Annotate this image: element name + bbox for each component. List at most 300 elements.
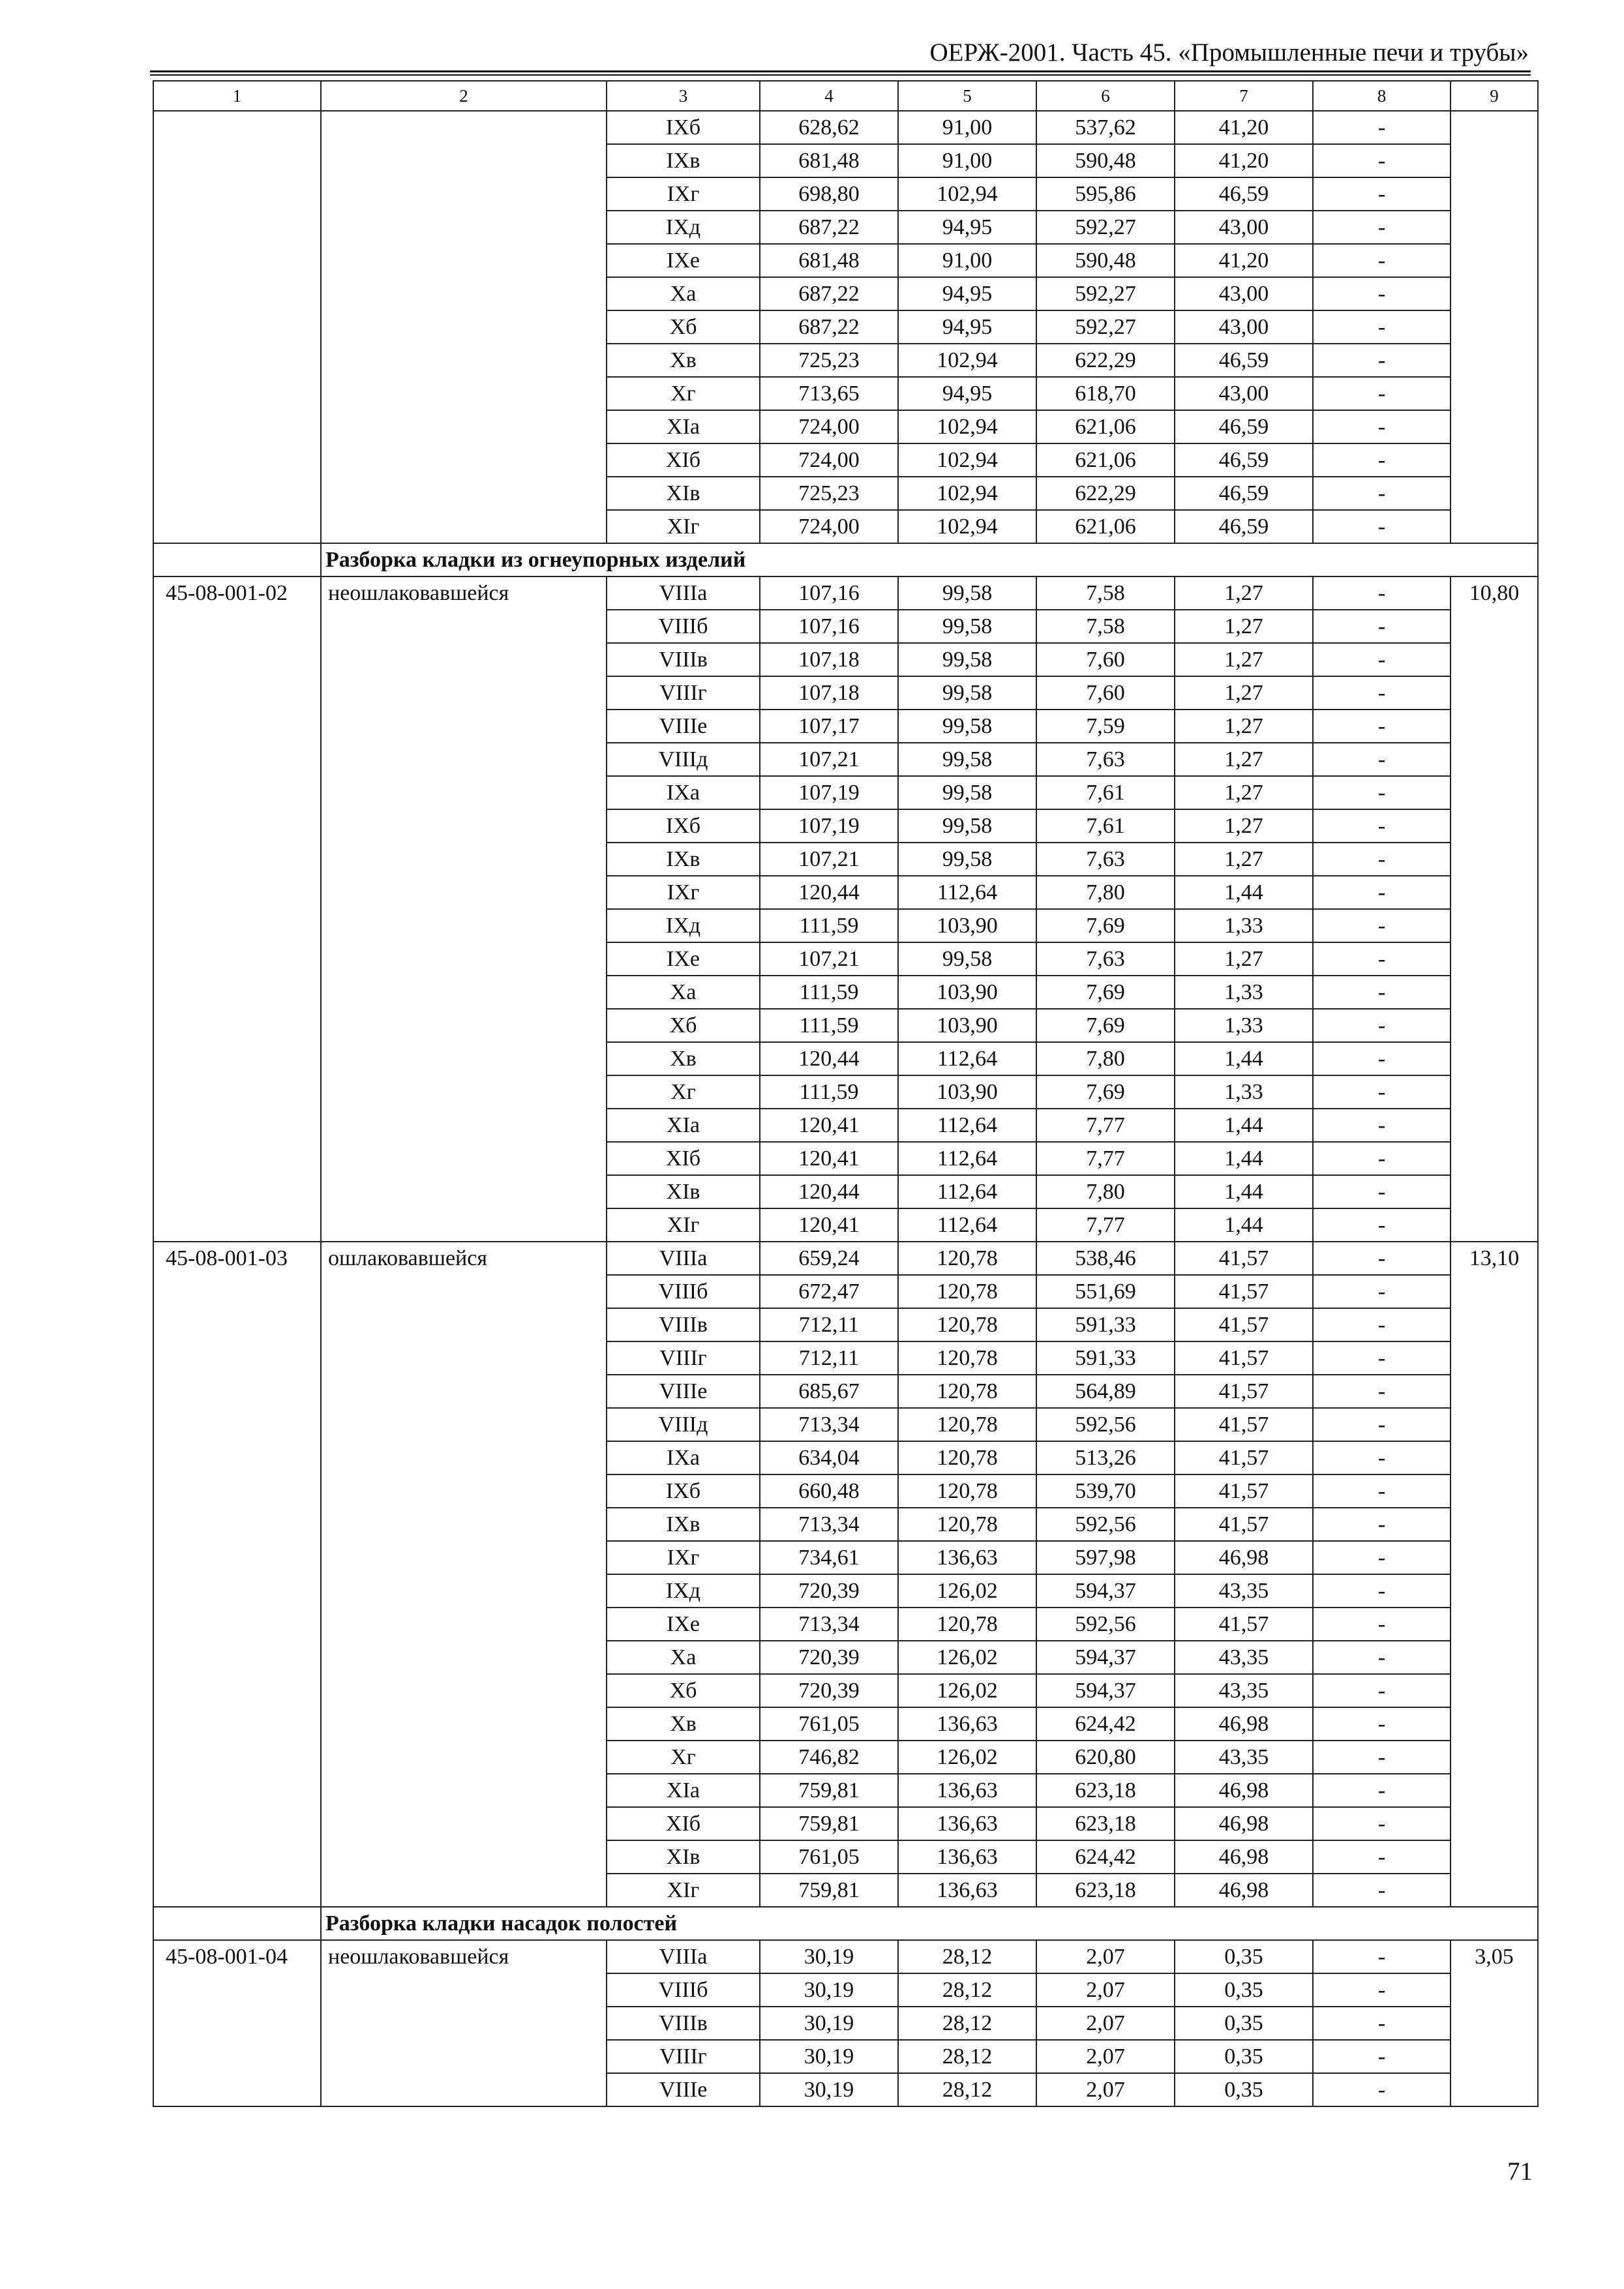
value-cell: XIв <box>607 1175 760 1208</box>
value-cell: - <box>1313 710 1451 743</box>
value-cell: 112,64 <box>898 1208 1036 1242</box>
value-cell: 43,00 <box>1175 277 1313 310</box>
value-cell: - <box>1313 1508 1451 1541</box>
value-cell: 7,69 <box>1036 976 1175 1009</box>
column-number: 9 <box>1451 81 1538 111</box>
value-cell: 660,48 <box>760 1474 898 1508</box>
value-cell: 28,12 <box>898 2073 1036 2106</box>
value-cell: 594,37 <box>1036 1574 1175 1608</box>
value-cell: 43,00 <box>1175 310 1313 344</box>
col9-cell: 13,10 <box>1451 1242 1538 1907</box>
value-cell: 7,69 <box>1036 909 1175 942</box>
value-cell: - <box>1313 1109 1451 1142</box>
value-cell: 111,59 <box>760 909 898 942</box>
section-blank-cell <box>153 1907 321 1940</box>
value-cell: 624,42 <box>1036 1707 1175 1741</box>
value-cell: 7,60 <box>1036 643 1175 676</box>
value-cell: 111,59 <box>760 1009 898 1042</box>
value-cell: XIг <box>607 1874 760 1907</box>
value-cell: 1,27 <box>1175 843 1313 876</box>
value-cell: 621,06 <box>1036 443 1175 477</box>
value-cell: 698,80 <box>760 177 898 211</box>
value-cell: - <box>1313 1175 1451 1208</box>
value-cell: 46,98 <box>1175 1774 1313 1807</box>
column-number: 1 <box>153 81 321 111</box>
value-cell: 7,80 <box>1036 1175 1175 1208</box>
value-cell: 7,77 <box>1036 1208 1175 1242</box>
value-cell: - <box>1313 1474 1451 1508</box>
value-cell: 120,44 <box>760 1175 898 1208</box>
value-cell: - <box>1313 111 1451 144</box>
value-cell: Xа <box>607 277 760 310</box>
value-cell: 28,12 <box>898 2040 1036 2073</box>
section-row <box>153 543 1538 576</box>
value-cell: 107,21 <box>760 843 898 876</box>
column-number: 3 <box>607 81 760 111</box>
value-cell: 539,70 <box>1036 1474 1175 1508</box>
value-cell: 620,80 <box>1036 1741 1175 1774</box>
value-cell: 99,58 <box>898 576 1036 610</box>
section-title: Разборка кладки из огнеупорных изделий <box>321 543 1538 576</box>
value-cell: 41,20 <box>1175 244 1313 277</box>
value-cell: - <box>1313 244 1451 277</box>
value-cell: Xб <box>607 310 760 344</box>
value-cell: - <box>1313 211 1451 244</box>
table-row <box>153 111 1538 144</box>
column-numbers-row <box>153 81 1538 111</box>
value-cell: Xг <box>607 377 760 410</box>
value-cell: 623,18 <box>1036 1807 1175 1840</box>
value-cell: 713,65 <box>760 377 898 410</box>
value-cell: 30,19 <box>760 1940 898 1973</box>
value-cell: 136,63 <box>898 1541 1036 1574</box>
value-cell: - <box>1313 1741 1451 1774</box>
value-cell: 112,64 <box>898 876 1036 909</box>
value-cell: 41,20 <box>1175 144 1313 177</box>
value-cell: - <box>1313 1674 1451 1707</box>
value-cell: - <box>1313 1707 1451 1741</box>
value-cell: 595,86 <box>1036 177 1175 211</box>
value-cell: 41,57 <box>1175 1408 1313 1441</box>
value-cell: - <box>1313 1641 1451 1674</box>
value-cell: 725,23 <box>760 477 898 510</box>
value-cell: VIIIа <box>607 1940 760 1973</box>
value-cell: Xв <box>607 1042 760 1075</box>
code-cell: 45-08-001-04 <box>153 1940 321 2106</box>
value-cell: 597,98 <box>1036 1541 1175 1574</box>
value-cell: 41,57 <box>1175 1375 1313 1408</box>
value-cell: 1,44 <box>1175 876 1313 909</box>
table-row <box>153 576 1538 610</box>
value-cell: IXе <box>607 942 760 976</box>
value-cell: 1,27 <box>1175 743 1313 776</box>
value-cell: 2,07 <box>1036 1973 1175 2007</box>
value-cell: 1,33 <box>1175 909 1313 942</box>
value-cell: - <box>1313 1242 1451 1275</box>
value-cell: - <box>1313 776 1451 809</box>
value-cell: XIа <box>607 1109 760 1142</box>
value-cell: XIа <box>607 410 760 443</box>
value-cell: 0,35 <box>1175 1940 1313 1973</box>
value-cell: 46,59 <box>1175 410 1313 443</box>
value-cell: 103,90 <box>898 909 1036 942</box>
value-cell: 7,61 <box>1036 809 1175 843</box>
value-cell: 623,18 <box>1036 1774 1175 1807</box>
value-cell: 1,27 <box>1175 676 1313 710</box>
value-cell: 120,78 <box>898 1441 1036 1474</box>
value-cell: 1,27 <box>1175 710 1313 743</box>
value-cell: - <box>1313 909 1451 942</box>
value-cell: 713,34 <box>760 1608 898 1641</box>
value-cell: VIIIв <box>607 643 760 676</box>
value-cell: - <box>1313 1142 1451 1175</box>
value-cell: - <box>1313 1308 1451 1341</box>
name-cell: неошлаковавшейся <box>321 576 607 1242</box>
page-number: 71 <box>1507 2157 1533 2185</box>
value-cell: 120,78 <box>898 1375 1036 1408</box>
value-cell: 126,02 <box>898 1674 1036 1707</box>
value-cell: 1,27 <box>1175 610 1313 643</box>
value-cell: 592,56 <box>1036 1408 1175 1441</box>
value-cell: 1,44 <box>1175 1109 1313 1142</box>
value-cell: 2,07 <box>1036 2040 1175 2073</box>
value-cell: 724,00 <box>760 510 898 543</box>
column-number: 7 <box>1175 81 1313 111</box>
value-cell: 91,00 <box>898 144 1036 177</box>
value-cell: 46,59 <box>1175 177 1313 211</box>
value-cell: 7,58 <box>1036 610 1175 643</box>
value-cell: VIIIг <box>607 676 760 710</box>
value-cell: 1,27 <box>1175 576 1313 610</box>
value-cell: 30,19 <box>760 2040 898 2073</box>
value-cell: IXе <box>607 1608 760 1641</box>
value-cell: - <box>1313 1874 1451 1907</box>
value-cell: 112,64 <box>898 1109 1036 1142</box>
value-cell: 624,42 <box>1036 1840 1175 1874</box>
value-cell: 1,44 <box>1175 1208 1313 1242</box>
value-cell: 734,61 <box>760 1541 898 1574</box>
section-blank-cell <box>153 543 321 576</box>
value-cell: XIб <box>607 1142 760 1175</box>
value-cell: 7,80 <box>1036 876 1175 909</box>
value-cell: 102,94 <box>898 443 1036 477</box>
value-cell: 126,02 <box>898 1641 1036 1674</box>
value-cell: 7,63 <box>1036 743 1175 776</box>
value-cell: 41,57 <box>1175 1508 1313 1541</box>
value-cell: 41,57 <box>1175 1341 1313 1375</box>
value-cell: 592,27 <box>1036 277 1175 310</box>
value-cell: 107,17 <box>760 710 898 743</box>
value-cell: 7,80 <box>1036 1042 1175 1075</box>
value-cell: 592,56 <box>1036 1508 1175 1541</box>
value-cell: 591,33 <box>1036 1341 1175 1375</box>
value-cell: 28,12 <box>898 2007 1036 2040</box>
value-cell: 0,35 <box>1175 2040 1313 2073</box>
value-cell: IXв <box>607 144 760 177</box>
value-cell: 685,67 <box>760 1375 898 1408</box>
value-cell: 7,77 <box>1036 1109 1175 1142</box>
value-cell: 590,48 <box>1036 144 1175 177</box>
code-cell: 45-08-001-03 <box>153 1242 321 1907</box>
value-cell: 107,18 <box>760 676 898 710</box>
name-cell <box>321 111 607 543</box>
value-cell: 712,11 <box>760 1308 898 1341</box>
value-cell: - <box>1313 510 1451 543</box>
col9-cell: 10,80 <box>1451 576 1538 1242</box>
value-cell: 720,39 <box>760 1574 898 1608</box>
value-cell: 107,18 <box>760 643 898 676</box>
value-cell: 99,58 <box>898 676 1036 710</box>
value-cell: 30,19 <box>760 1973 898 2007</box>
value-cell: 43,35 <box>1175 1674 1313 1707</box>
value-cell: 623,18 <box>1036 1874 1175 1907</box>
value-cell: - <box>1313 1375 1451 1408</box>
value-cell: 761,05 <box>760 1840 898 1874</box>
value-cell: 120,78 <box>898 1242 1036 1275</box>
value-cell: 94,95 <box>898 211 1036 244</box>
value-cell: - <box>1313 310 1451 344</box>
value-cell: 7,63 <box>1036 942 1175 976</box>
value-cell: - <box>1313 1042 1451 1075</box>
value-cell: 107,19 <box>760 809 898 843</box>
value-cell: 99,58 <box>898 743 1036 776</box>
value-cell: 1,44 <box>1175 1142 1313 1175</box>
value-cell: XIг <box>607 510 760 543</box>
value-cell: 102,94 <box>898 510 1036 543</box>
value-cell: VIIIе <box>607 2073 760 2106</box>
value-cell: 136,63 <box>898 1840 1036 1874</box>
value-cell: 94,95 <box>898 310 1036 344</box>
value-cell: 7,63 <box>1036 843 1175 876</box>
value-cell: VIIIв <box>607 2007 760 2040</box>
value-cell: VIIIб <box>607 1973 760 2007</box>
value-cell: 99,58 <box>898 843 1036 876</box>
value-cell: Xг <box>607 1741 760 1774</box>
value-cell: 1,27 <box>1175 643 1313 676</box>
value-cell: 538,46 <box>1036 1242 1175 1275</box>
value-cell: 628,62 <box>760 111 898 144</box>
value-cell: Xа <box>607 1641 760 1674</box>
value-cell: - <box>1313 144 1451 177</box>
value-cell: 30,19 <box>760 2007 898 2040</box>
col9-cell <box>1451 111 1538 543</box>
value-cell: 720,39 <box>760 1641 898 1674</box>
value-cell: 7,61 <box>1036 776 1175 809</box>
value-cell: 103,90 <box>898 976 1036 1009</box>
value-cell: 672,47 <box>760 1275 898 1308</box>
value-cell: - <box>1313 843 1451 876</box>
value-cell: 592,27 <box>1036 310 1175 344</box>
value-cell: - <box>1313 643 1451 676</box>
value-cell: 126,02 <box>898 1741 1036 1774</box>
page-header: ОЕРЖ-2001. Часть 45. «Промышленные печи и трубы» <box>929 38 1529 67</box>
value-cell: 594,37 <box>1036 1674 1175 1707</box>
value-cell: Xб <box>607 1009 760 1042</box>
value-cell: XIа <box>607 1774 760 1807</box>
value-cell: 99,58 <box>898 610 1036 643</box>
value-cell: 46,98 <box>1175 1874 1313 1907</box>
table-row <box>153 1242 1538 1275</box>
value-cell: IXг <box>607 1541 760 1574</box>
value-cell: - <box>1313 410 1451 443</box>
value-cell: XIв <box>607 1840 760 1874</box>
value-cell: VIIIе <box>607 710 760 743</box>
value-cell: - <box>1313 477 1451 510</box>
value-cell: IXб <box>607 1474 760 1508</box>
value-cell: 7,69 <box>1036 1075 1175 1109</box>
value-cell: 724,00 <box>760 410 898 443</box>
value-cell: 7,60 <box>1036 676 1175 710</box>
value-cell: 107,16 <box>760 610 898 643</box>
value-cell: 1,44 <box>1175 1042 1313 1075</box>
value-cell: - <box>1313 1973 1451 2007</box>
value-cell: 120,41 <box>760 1109 898 1142</box>
rates-table <box>153 80 1539 2107</box>
value-cell: 99,58 <box>898 809 1036 843</box>
value-cell: 120,78 <box>898 1275 1036 1308</box>
value-cell: 112,64 <box>898 1042 1036 1075</box>
value-cell: 102,94 <box>898 177 1036 211</box>
value-cell: 1,27 <box>1175 942 1313 976</box>
value-cell: 592,56 <box>1036 1608 1175 1641</box>
value-cell: 681,48 <box>760 144 898 177</box>
value-cell: VIIIв <box>607 1308 760 1341</box>
value-cell: - <box>1313 942 1451 976</box>
value-cell: 0,35 <box>1175 1973 1313 2007</box>
value-cell: 0,35 <box>1175 2073 1313 2106</box>
value-cell: 1,33 <box>1175 976 1313 1009</box>
value-cell: XIб <box>607 1807 760 1840</box>
value-cell: 7,69 <box>1036 1009 1175 1042</box>
value-cell: 759,81 <box>760 1807 898 1840</box>
value-cell: XIб <box>607 443 760 477</box>
value-cell: 746,82 <box>760 1741 898 1774</box>
value-cell: 659,24 <box>760 1242 898 1275</box>
value-cell: - <box>1313 2040 1451 2073</box>
value-cell: 720,39 <box>760 1674 898 1707</box>
value-cell: - <box>1313 1940 1451 1973</box>
value-cell: 634,04 <box>760 1441 898 1474</box>
value-cell: 112,64 <box>898 1142 1036 1175</box>
value-cell: 28,12 <box>898 1973 1036 2007</box>
value-cell: 1,33 <box>1175 1075 1313 1109</box>
value-cell: 94,95 <box>898 277 1036 310</box>
value-cell: VIIIд <box>607 743 760 776</box>
value-cell: - <box>1313 976 1451 1009</box>
value-cell: 41,57 <box>1175 1608 1313 1641</box>
value-cell: - <box>1313 2007 1451 2040</box>
column-number: 2 <box>321 81 607 111</box>
value-cell: - <box>1313 1408 1451 1441</box>
value-cell: 99,58 <box>898 710 1036 743</box>
value-cell: 46,98 <box>1175 1541 1313 1574</box>
value-cell: 622,29 <box>1036 344 1175 377</box>
value-cell: 99,58 <box>898 776 1036 809</box>
value-cell: 136,63 <box>898 1807 1036 1840</box>
value-cell: 2,07 <box>1036 1940 1175 1973</box>
value-cell: IXа <box>607 776 760 809</box>
value-cell: VIIIг <box>607 2040 760 2073</box>
value-cell: 120,78 <box>898 1341 1036 1375</box>
value-cell: - <box>1313 809 1451 843</box>
value-cell: 594,37 <box>1036 1641 1175 1674</box>
value-cell: - <box>1313 1807 1451 1840</box>
value-cell: - <box>1313 1608 1451 1641</box>
header-rule <box>150 70 1531 72</box>
value-cell: 41,20 <box>1175 111 1313 144</box>
value-cell: IXд <box>607 1574 760 1608</box>
value-cell: 725,23 <box>760 344 898 377</box>
value-cell: - <box>1313 610 1451 643</box>
value-cell: 724,00 <box>760 443 898 477</box>
value-cell: 41,57 <box>1175 1242 1313 1275</box>
value-cell: Xв <box>607 1707 760 1741</box>
value-cell: 759,81 <box>760 1874 898 1907</box>
value-cell: - <box>1313 1574 1451 1608</box>
value-cell: 136,63 <box>898 1707 1036 1741</box>
value-cell: 102,94 <box>898 477 1036 510</box>
value-cell: 0,35 <box>1175 2007 1313 2040</box>
value-cell: 621,06 <box>1036 510 1175 543</box>
value-cell: 107,16 <box>760 576 898 610</box>
header-rule-thin <box>150 74 1531 76</box>
value-cell: 46,59 <box>1175 477 1313 510</box>
value-cell: 41,57 <box>1175 1441 1313 1474</box>
value-cell: 120,41 <box>760 1208 898 1242</box>
value-cell: IXа <box>607 1441 760 1474</box>
value-cell: 136,63 <box>898 1874 1036 1907</box>
value-cell: 46,59 <box>1175 510 1313 543</box>
value-cell: 7,58 <box>1036 576 1175 610</box>
value-cell: 2,07 <box>1036 2007 1175 2040</box>
value-cell: Xв <box>607 344 760 377</box>
value-cell: - <box>1313 676 1451 710</box>
value-cell: - <box>1313 443 1451 477</box>
value-cell: 107,19 <box>760 776 898 809</box>
value-cell: 43,00 <box>1175 211 1313 244</box>
value-cell: - <box>1313 1541 1451 1574</box>
value-cell: 30,19 <box>760 2073 898 2106</box>
value-cell: VIIIг <box>607 1341 760 1375</box>
value-cell: IXг <box>607 876 760 909</box>
value-cell: 120,78 <box>898 1408 1036 1441</box>
value-cell: 41,57 <box>1175 1275 1313 1308</box>
value-cell: 43,35 <box>1175 1641 1313 1674</box>
value-cell: 103,90 <box>898 1009 1036 1042</box>
value-cell: 43,00 <box>1175 377 1313 410</box>
value-cell: - <box>1313 876 1451 909</box>
value-cell: 136,63 <box>898 1774 1036 1807</box>
value-cell: 618,70 <box>1036 377 1175 410</box>
value-cell: 46,98 <box>1175 1807 1313 1840</box>
value-cell: - <box>1313 344 1451 377</box>
name-cell: ошлаковавшейся <box>321 1242 607 1907</box>
value-cell: 7,59 <box>1036 710 1175 743</box>
table-row <box>153 1940 1538 1973</box>
value-cell: 120,78 <box>898 1608 1036 1641</box>
value-cell: 712,11 <box>760 1341 898 1375</box>
value-cell: 537,62 <box>1036 111 1175 144</box>
value-cell: 761,05 <box>760 1707 898 1741</box>
value-cell: 46,98 <box>1175 1840 1313 1874</box>
value-cell: 687,22 <box>760 211 898 244</box>
value-cell: XIв <box>607 477 760 510</box>
value-cell: - <box>1313 1441 1451 1474</box>
value-cell: IXб <box>607 809 760 843</box>
value-cell: Xа <box>607 976 760 1009</box>
value-cell: - <box>1313 1009 1451 1042</box>
column-number: 8 <box>1313 81 1451 111</box>
